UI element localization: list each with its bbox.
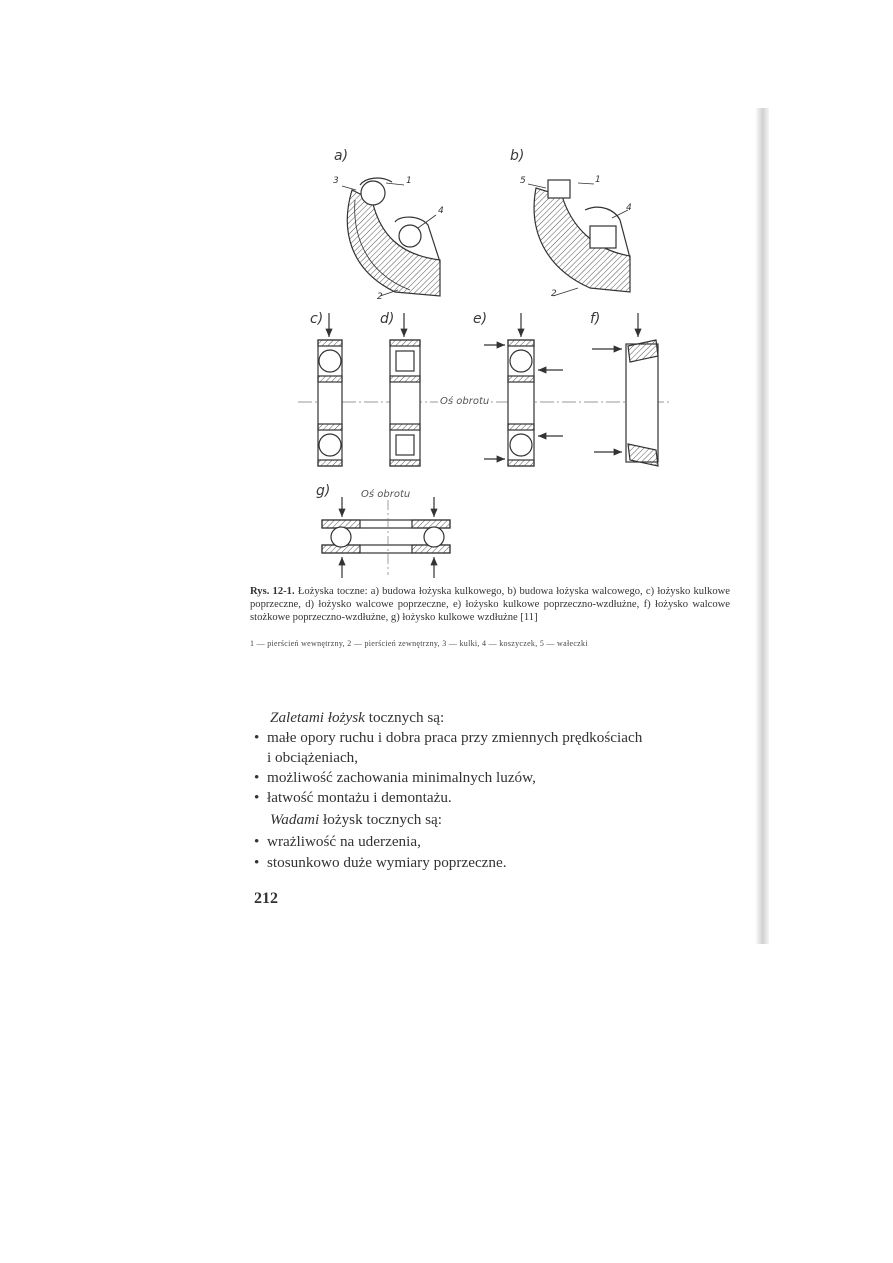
axis-label-cdef: Oś obrotu bbox=[440, 396, 490, 407]
ball-angular-section bbox=[484, 313, 563, 466]
figure-label-f: f) bbox=[590, 311, 601, 327]
part-number-a-3: 3 bbox=[333, 176, 339, 186]
figure-label-a: a) bbox=[334, 148, 349, 164]
part-number-b-1: 1 bbox=[595, 175, 601, 185]
bullet-icon: • bbox=[254, 833, 260, 850]
figure-caption bbox=[250, 585, 730, 624]
disadvantages-intro-emphasis: Wadami bbox=[270, 811, 320, 828]
caption-text: Łożyska toczne: a) budowa łożyska kulkowego, b) budowa łożyska walcowego, c) łożysko kulkowe poprzeczne, d) łożysko walcowe poprzeczne, e) łożysko kulkowe poprzeczno-wzdłużne, f) łożysko walcowe stożkowe poprzeczno-wzdłużne, g) łożysko kulkowe wzdłużne [11] bbox=[250, 586, 730, 623]
bearing-drawings bbox=[0, 0, 893, 580]
axis-label-g: Oś obrotu bbox=[361, 489, 411, 500]
advantages-intro-rest: tocznych są: bbox=[364, 709, 445, 726]
ball-bearing-sketch bbox=[342, 178, 440, 296]
figure-label-g: g) bbox=[316, 483, 331, 499]
part-number-b-2: 2 bbox=[551, 289, 557, 299]
advantage-continuation: i obciążeniach, bbox=[267, 749, 359, 766]
thrust-ball-section bbox=[322, 497, 450, 578]
part-number-a-1: 1 bbox=[406, 176, 412, 186]
part-number-a-2: 2 bbox=[377, 292, 383, 302]
disadvantage-text: wrażliwość na uderzenia, bbox=[267, 833, 421, 850]
advantage-text: łatwość montażu i demontażu. bbox=[267, 789, 452, 806]
ball-radial-section bbox=[318, 313, 342, 466]
advantages-intro bbox=[270, 708, 444, 728]
roller-bearing-sketch bbox=[528, 180, 630, 296]
figure-label-e: e) bbox=[473, 311, 488, 327]
advantage-text: małe opory ruchu i dobra praca przy zmiennych prędkościach bbox=[267, 729, 643, 746]
bullet-icon: • bbox=[254, 789, 260, 806]
bearing-figure bbox=[0, 0, 893, 580]
disadvantages-intro-rest: łożysk tocznych są: bbox=[319, 811, 442, 828]
part-number-a-4: 4 bbox=[438, 206, 444, 216]
caption-prefix: Rys. 12-1. bbox=[250, 586, 295, 597]
part-number-b-5: 5 bbox=[520, 176, 526, 186]
page-number: 212 bbox=[254, 890, 278, 907]
part-number-b-4: 4 bbox=[626, 203, 632, 213]
figure-label-d: d) bbox=[380, 311, 395, 327]
roller-radial-section bbox=[390, 313, 420, 466]
caption-legend: 1 — pierścień wewnętrzny, 2 — pierścień zewnętrzny, 3 — kulki, 4 — koszyczek, 5 — wałeczki bbox=[250, 639, 588, 648]
advantage-text: możliwość zachowania minimalnych luzów, bbox=[267, 769, 536, 786]
bullet-icon: • bbox=[254, 854, 260, 871]
figure-label-c: c) bbox=[310, 311, 324, 327]
disadvantages-intro bbox=[270, 810, 442, 830]
tapered-roller-section bbox=[592, 313, 658, 466]
disadvantage-text: stosunkowo duże wymiary poprzeczne. bbox=[267, 854, 507, 871]
bullet-icon: • bbox=[254, 769, 260, 786]
advantages-intro-emphasis: Zaletami łożysk bbox=[270, 709, 365, 726]
bullet-icon: • bbox=[254, 729, 260, 746]
figure-label-b: b) bbox=[510, 148, 525, 164]
